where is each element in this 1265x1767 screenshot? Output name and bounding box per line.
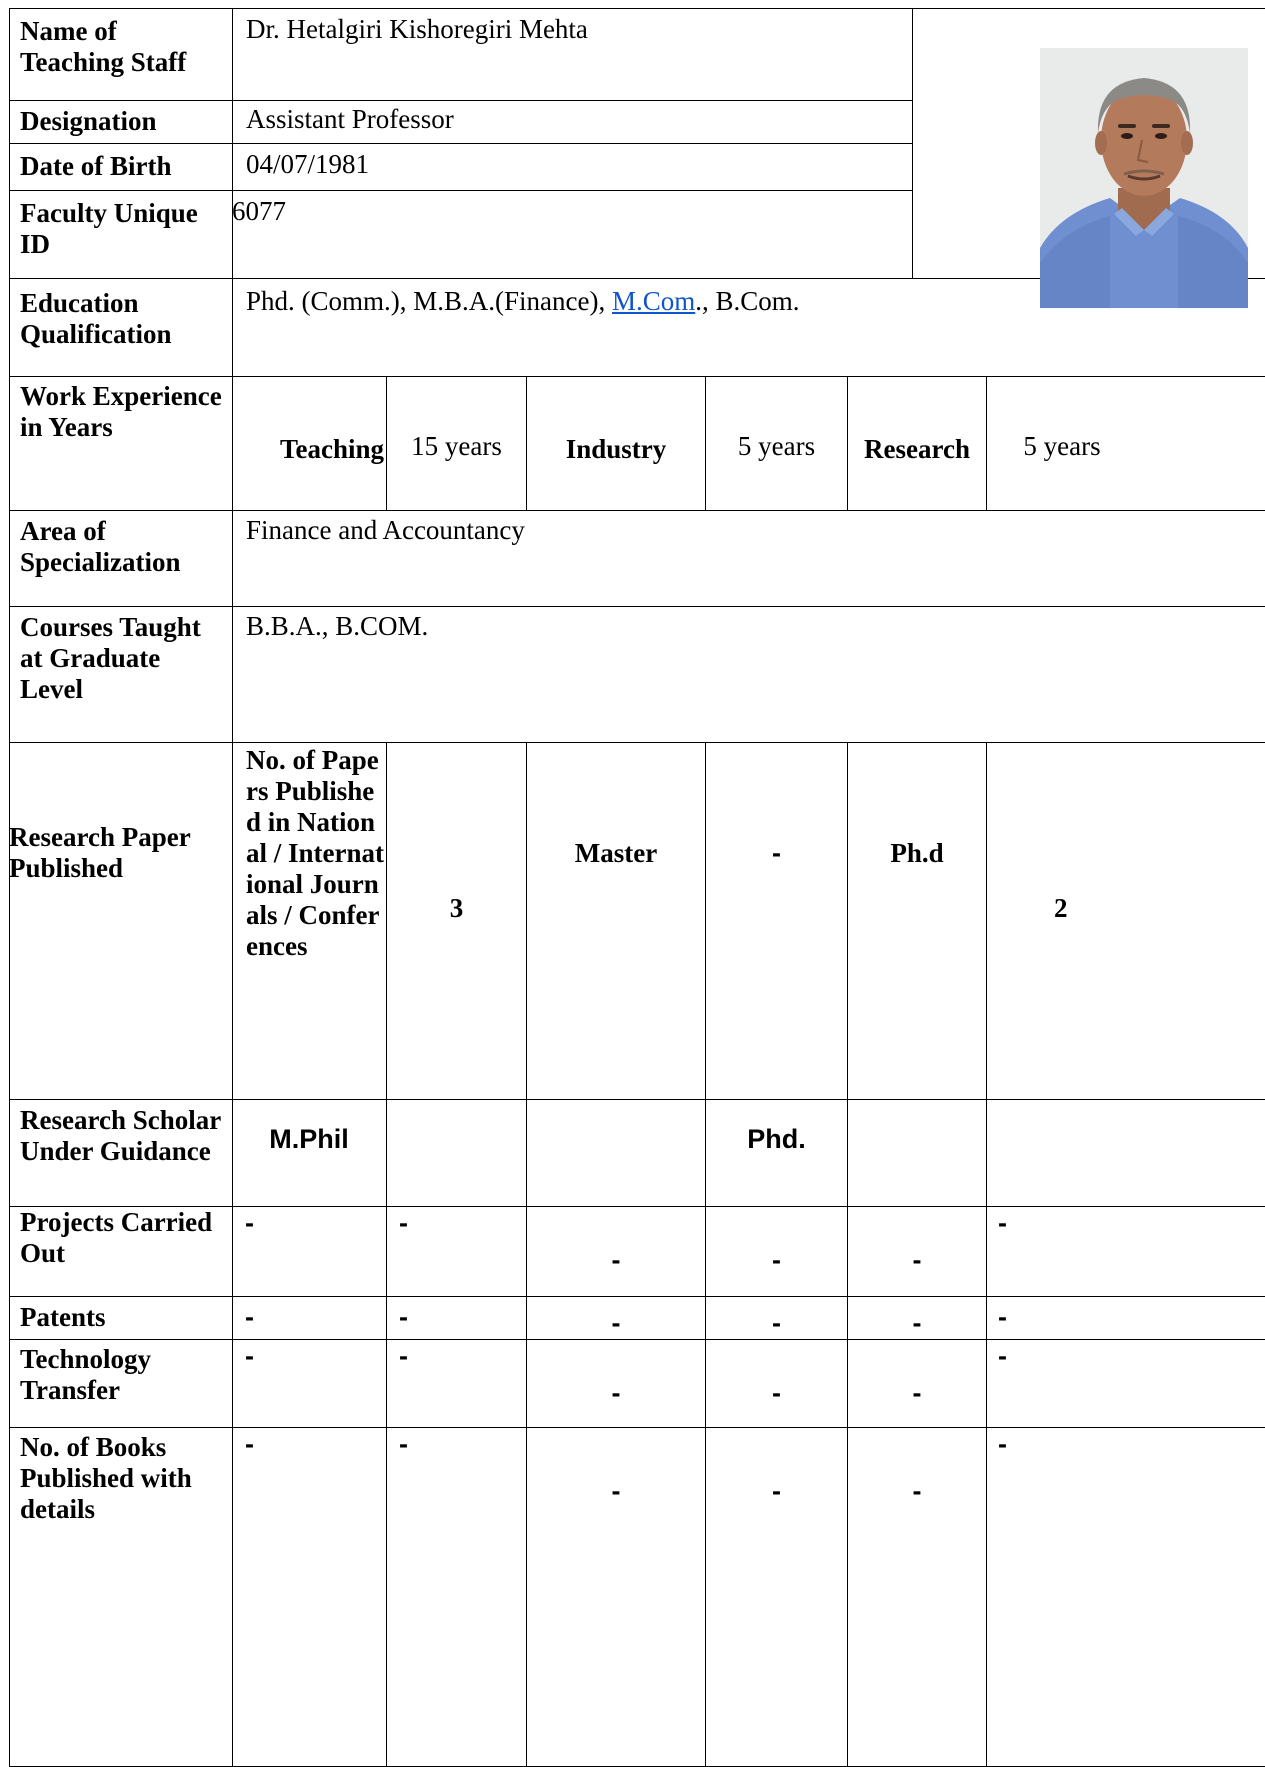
patents-cell: - — [998, 1302, 1007, 1332]
faculty-id-label: Faculty Unique ID — [20, 198, 198, 259]
teaching-value: 15 years — [411, 431, 502, 461]
mphil-label: M.Phil — [269, 1124, 349, 1154]
books-cell: - — [245, 1429, 254, 1459]
dob-label: Date of Birth — [20, 151, 172, 181]
projects-cell: - — [611, 1245, 621, 1275]
name-label: Name of Teaching Staff — [20, 16, 187, 77]
border-line — [232, 8, 233, 1767]
projects-cell: - — [245, 1208, 254, 1238]
border-line — [9, 143, 912, 144]
specialization-value: Finance and Accountancy — [246, 515, 525, 545]
specialization-label: Area of Specialization — [20, 516, 181, 577]
portrait-image — [1040, 48, 1248, 308]
border-line — [986, 742, 987, 1767]
patents-cell: - — [245, 1302, 254, 1332]
research-value: 5 years — [1023, 431, 1101, 461]
education-text-tail: ., B.Com. — [695, 286, 800, 316]
designation-value: Assistant Professor — [246, 104, 454, 134]
patents-cell: - — [399, 1302, 408, 1332]
phd-label: Ph.d — [890, 838, 944, 868]
border-line — [9, 190, 912, 191]
faculty-photo — [1040, 48, 1248, 308]
border-line — [9, 1099, 1265, 1100]
border-line — [9, 1296, 1265, 1297]
tech-transfer-cell: - — [245, 1341, 254, 1371]
projects-cell: - — [399, 1208, 408, 1238]
tech-transfer-cell: - — [998, 1341, 1007, 1371]
border-line — [9, 1427, 1265, 1428]
tech-transfer-cell: - — [399, 1341, 408, 1371]
experience-label: Work Experience in Years — [20, 381, 222, 442]
projects-cell: - — [998, 1208, 1007, 1238]
patents-label: Patents — [20, 1302, 106, 1332]
border-line — [9, 376, 1265, 377]
projects-cell: - — [912, 1245, 922, 1275]
education-text: Phd. (Comm.), M.B.A.(Finance), — [246, 286, 612, 316]
papers-count-value: 3 — [449, 893, 464, 923]
books-cell: - — [998, 1429, 1007, 1459]
research-label: Research — [864, 434, 970, 464]
education-label: Education Qualification — [20, 288, 172, 349]
border-line — [9, 1339, 1265, 1340]
patents-cell: - — [912, 1308, 922, 1338]
master-value: - — [772, 838, 781, 868]
border-line — [9, 8, 10, 1767]
courses-value: B.B.A., B.COM. — [246, 611, 429, 641]
border-line — [9, 8, 1265, 9]
patents-cell: - — [611, 1308, 621, 1338]
scholar-label: Research Scholar Under Guidance — [20, 1105, 221, 1166]
tech-transfer-cell: - — [912, 1378, 922, 1408]
books-cell: - — [399, 1429, 408, 1459]
teaching-label: Teaching — [279, 434, 384, 464]
faculty-id-value: 6077 — [232, 196, 286, 226]
books-label: No. of Books Published with details — [20, 1432, 192, 1524]
books-cell: - — [772, 1476, 781, 1506]
scholar-phd-label: Phd. — [747, 1124, 806, 1154]
education-value — [246, 286, 800, 317]
border-line — [912, 8, 913, 278]
papers-count-label: No. of Papers Published in National / International Journals / Conferences — [246, 745, 384, 961]
patents-cell: - — [772, 1308, 781, 1338]
mcom-link[interactable]: M.Com — [611, 286, 696, 316]
designation-label: Designation — [20, 106, 157, 136]
border-line — [9, 606, 1265, 607]
industry-label: Industry — [565, 434, 667, 464]
research-paper-label: Research Paper Published — [9, 822, 191, 883]
tech-transfer-cell: - — [772, 1378, 781, 1408]
border-line — [9, 100, 912, 101]
industry-value: 5 years — [737, 431, 816, 461]
phd-value: 2 — [1054, 893, 1068, 923]
border-line — [9, 742, 1265, 743]
projects-label: Projects Carried Out — [20, 1207, 213, 1268]
master-label: Master — [574, 838, 658, 868]
books-cell: - — [611, 1476, 621, 1506]
tech-transfer-label: Technology Transfer — [20, 1344, 152, 1405]
books-cell: - — [912, 1476, 922, 1506]
border-line — [9, 510, 1265, 511]
name-value: Dr. Hetalgiri Kishoregiri Mehta — [246, 14, 588, 44]
courses-label: Courses Taught at Graduate Level — [20, 612, 201, 704]
tech-transfer-cell: - — [611, 1378, 621, 1408]
dob-value: 04/07/1981 — [246, 149, 370, 179]
projects-cell: - — [772, 1245, 781, 1275]
